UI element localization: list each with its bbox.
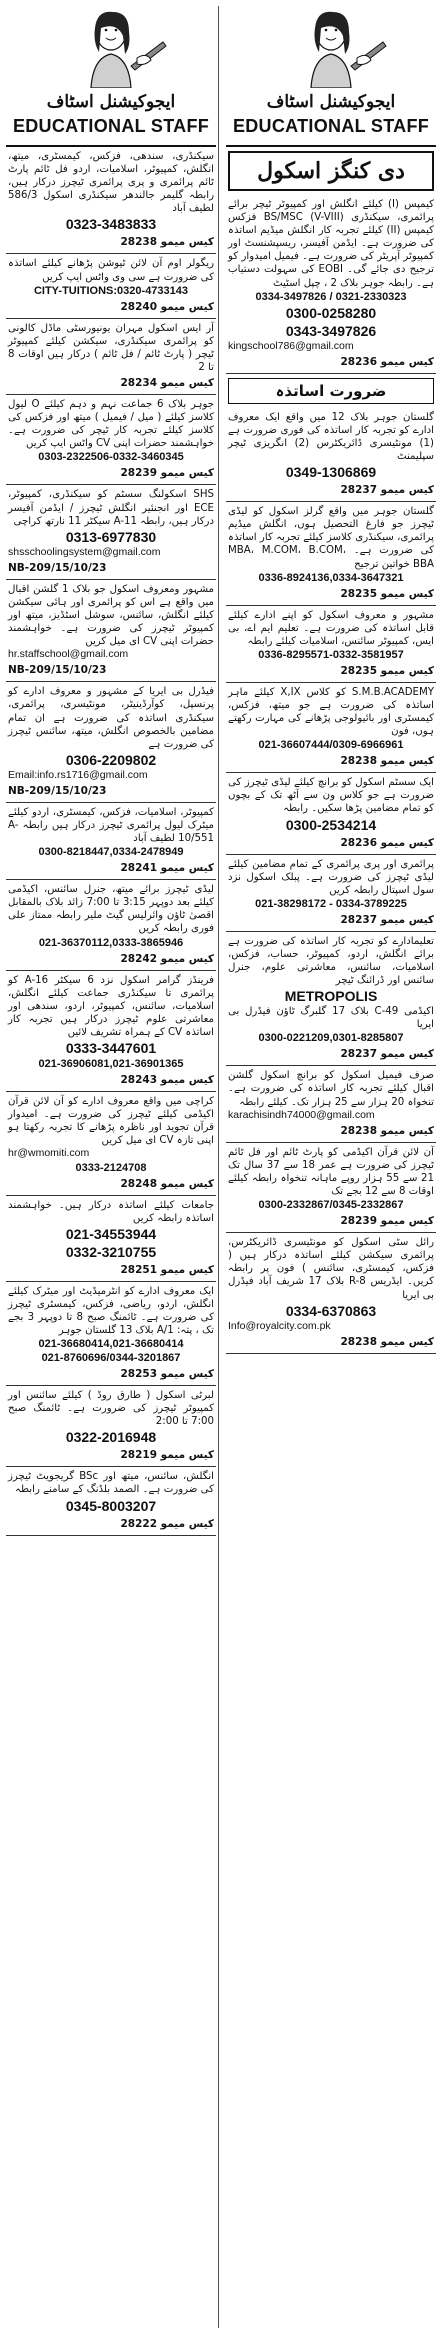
ad-text: ایک معروف ادارے کو انٹرمیڈیٹ اور میٹرک کیلئے انگلش، اردو، ریاضی، فزکس، کیمسٹری ٹیچرز کی ضرورت ہے۔ ٹائمنگ صبح 8 تا دوپہر 3 بجے تک ، پتہ: A/1 بلاک 13 گلستان جوہر (8, 1285, 214, 1336)
classified-ad (6, 485, 216, 579)
teacher-illustration (51, 2, 171, 88)
ad-text: SHS اسکولنگ سسٹم کو سیکنڈری، کمپیوٹر، ECE اور انجنئیر انگلش ٹیچرز / ایڈمن آفیسر درکار ہیں، رابطہ A-11 سیکٹر 11 نارتھ کراچی (8, 489, 214, 527)
classified-ad (226, 408, 436, 502)
classified-ad (6, 319, 216, 395)
ad-text: فیڈرل بی ایریا کے مشہور و معروف ادارے کو پرنسپل، کوآرڈینیٹر، مونٹیسری، پرائمری، سیکنڈری اساتذہ کی ضرورت ہے ان تمام مضامین بالخصوص انگلش، میتھ، سائنس ٹیچرز کی ضرورت ہے (8, 686, 214, 750)
ad-text: فرینڈز گرامر اسکول نزد 6 سیکٹر A-16 کو پرائمری تا سیکنڈری جماعت کیلئے انگلش، اسلامیات، سائنس، کمپیوٹر، اردو، سندھی اور معاشرتی علوم ٹیچرز درکار ہیں تجربہ کار اساتذہ CV کے ہمراہ تشریف لائیں (8, 974, 214, 1038)
ad-case-memo: کیس میمو 28253 (120, 1368, 214, 1381)
classified-ad (226, 606, 436, 683)
ad-phone: 0345-8003207 (65, 1497, 157, 1514)
classified-ad (6, 147, 216, 254)
left-ads-list (6, 145, 216, 2335)
ad-case-memo: NB-209/15/10/23 (8, 784, 107, 797)
ad-text: ایک سسٹم اسکول کو برانچ کیلئے لیڈی ٹیچرز کی ضرورت ہے جو کلاس ون سے آٹھ تک کے بچوں کو تمام مضامین پڑھا سکیں۔ رابطہ (228, 777, 434, 815)
ad-phone: 0333-3447601 (65, 1040, 157, 1057)
ad-case-memo: NB-209/15/10/23 (8, 664, 107, 677)
section-title-english: EDUCATIONAL STAFF (12, 116, 210, 136)
ad-case-memo: کیس میمو 28238 (340, 1124, 434, 1137)
ad-email: shsschoolingsystem@gmail.com (8, 545, 161, 558)
ad-email: Email:info.rs1716@gmail.com (8, 768, 148, 781)
ad-phone: 0300-0221209,0301-8285807 (258, 1032, 404, 1045)
ad-phone: 021-38298172 - 0334-3789225 (255, 897, 407, 910)
classified-ad (226, 195, 436, 374)
ad-text: تعلیمادارے کو تجربہ کار اساتذہ کی ضرورت ہے برائے انگلش، اردو، کمپیوٹر، حساب، فزکس، اسلامیات، سائنس، معاشرتی علوم، جنرل سائنس اور ڈرائنگ ٹیچر (228, 935, 434, 987)
ad-text: صرف فیمیل اسکول کو برانچ اسکول گلشن اقبال کیلئے تجربہ کار اساتذہ کی ضرورت ہے۔ تنخواہ 20 ہزار سے 25 ہزار تک۔ کیلئے رابطہ (228, 1070, 434, 1108)
classified-ad (6, 803, 216, 880)
ad-text: آر ایس اسکول مہران یونیورسٹی ماڈل کالونی کو پرائمری سیکنڈری، سیکشن کیلئے کمپیوٹر ٹیچر ( پارٹ ٹائم / فل ٹائم ) درکار ہیں اوقات 8 تا 2 (8, 322, 214, 373)
ad-text: جوہر بلاک 6 جماعت نہم و دہم کیلئے O لیول کلاسز کیلئے ( میل / فیمیل ) میتھ اور فزکس کی کلاسز کیلئے تجربہ کار ٹیچر کی ضرورت ہے۔ خواہشمند حضرات اپنی CV واٹس ایپ کریں (8, 399, 214, 450)
classified-ad (6, 1282, 216, 1386)
ad-phone: CITY-TUITIONS:0320-4733143 (33, 284, 189, 297)
ad-text: کمپیوٹر، اسلامیات، فزکس، کیمسٹری، اردو کیلئے میٹرک لیول پرائمری ٹیچرز درکار ہیں رابطہ A-10/551 لطیف آباد (8, 806, 214, 845)
ad-case-memo: کیس میمو 28235 (340, 587, 434, 600)
ad-phone: 021-36370112,0333-3865946 (38, 936, 184, 949)
ad-text: انگلش، سائنس، میتھ اور BSc گریجویٹ ٹیچرز کی ضرورت ہے۔ الصمد بلڈنگ کے سامنے رابطہ (8, 1471, 214, 1496)
classified-ad (226, 1066, 436, 1142)
ad-case-memo: کیس میمو 28242 (120, 952, 214, 965)
ad-phone: 0343-3497826 (285, 322, 377, 339)
ad-case-memo: کیس میمو 28235 (340, 664, 434, 677)
ad-email: kingschool786@gmail.com (228, 339, 354, 352)
column-header (6, 0, 216, 150)
school-banner: دی کنگز اسکول (228, 151, 434, 191)
ad-text: کراچی میں واقع معروف ادارے کو آن لائن قرآن اکیڈمی کیلئے ٹیچرز کی ضرورت ہے۔ امیدوار قرآن تجوید اور ناظرہ پڑھانے کا تجربہ رکھتا ہو اپنی تازہ CV ای میل کریں (8, 1096, 214, 1147)
column-header (226, 0, 436, 150)
ad-phone: 0333-2124708 (75, 1161, 147, 1174)
left-column (6, 0, 216, 2335)
ad-phone: 021-34553944 (65, 1225, 157, 1242)
ad-case-memo: کیس میمو 28238 (120, 236, 214, 249)
ad-phone: 0300-8218447,0334-2478949 (38, 846, 184, 859)
ad-text: سیکنڈری، سندھی، فزکس، کیمسٹری، میتھ، انگلش، کمپیوٹر، اسلامیات، اردو فل ٹائم پارٹ ٹائم پرائمری و پری پرائمری ٹیچرز درکار ہیں، رابطہ گلیمر جالندھر سیکنڈری اسکول 586/3 لطیف آباد (8, 151, 214, 215)
ad-case-memo: کیس میمو 28238 (340, 1335, 434, 1348)
ad-case-memo: کیس میمو 28241 (120, 862, 214, 875)
right-ads-list (226, 145, 436, 2335)
right-ads-group-1 (226, 195, 436, 374)
ad-email: karachisindh74000@gmail.com (228, 1108, 375, 1121)
ad-phone: 0313-6977830 (65, 528, 157, 545)
ad-text: مشہور و معروف اسکول کو اپنے ادارے کیلئے قابل اساتذہ کی ضرورت ہے۔ تعلیم ایم اے، بی ایس، کمپیوٹر سائنس، اسلامیات کیلئے رابطہ (228, 609, 434, 647)
ad-case-memo: NB-209/15/10/23 (8, 561, 107, 574)
ad-text: لیڈی ٹیچرز برائے میتھ، جنرل سائنس، اکیڈمی کیلئے بعد دوپہر 3:15 تا 7:00 زائد بلاک بالمقابل اقصیٰ ٹاؤن وائرلیس گیٹ ملیر رابطہ ممتاز علی فوری رابطہ کریں (8, 884, 214, 935)
ad-text: پرائمری اور پری پرائمری کے تمام مضامین کیلئے لیڈی ٹیچرز کی ضرورت ہے۔ پبلک اسکول نزد سول اسپتال رابطہ کریں (228, 858, 434, 896)
ad-text: کیمپس (I) کیلئے انگلش اور کمپیوٹر ٹیچر برائے پرائمری، سیکنڈری (V-VIII) BS/MSC فزکس کیمپس (II) کیلئے تجربہ کار انگلش میڈیم اساتذہ کی ضرورت ہے۔ ایڈمن آفیسر، ریسپشنسٹ اور کمپیوٹر آپریٹر کی ضرورت ہے۔ فیمیل امیدوار کو ترجیح دی جائے گی۔ EOBI کی سہولت دستیاب ہے۔ رابطہ جوہر بلاک 2 ، چپل اسٹیٹ (228, 199, 434, 289)
classified-ad (6, 682, 216, 803)
ad-case-memo: کیس میمو 28234 (120, 377, 214, 390)
classified-ad (6, 1196, 216, 1282)
ad-case-memo: کیس میمو 28222 (120, 1517, 214, 1530)
ad-phone: 0303-2322506-0332-3460345 (38, 451, 184, 464)
ad-text: لبرٹی اسکول ( طارق روڈ ) کیلئے سائنس اور کمپیوٹر ٹیچرز کی ضرورت ہے۔ ٹائمنگ صبح 7:00 تا 2:00 (8, 1390, 214, 1428)
ad-phone: 021-36906081,021-36901365 (38, 1058, 184, 1071)
classified-ad (226, 1143, 436, 1233)
ad-case-memo: کیس میمو 28240 (120, 300, 214, 313)
classified-ad (6, 1467, 216, 1535)
ad-text: آن لائن قرآن اکیڈمی کو پارٹ ٹائم اور فل ٹائم ٹیچرز کی ضرورت ہے عمر 18 سے 37 سال تک 21 سے 55 ہزار روپے ماہانہ تنخواہ رابطہ کیلئے اوقات 8 سے 12 بجے تک (228, 1146, 435, 1198)
ad-phone: 0322-2016948 (65, 1429, 157, 1446)
classified-ad (226, 855, 436, 932)
ad-text: رائل سٹی اسکول کو مونٹیسری ڈائریکٹرس، پرائمری سیکشن کیلئے اساتذہ درکار ہیں ( فزکس، کیمسٹری، سائنس ) فون پر رابطہ کریں۔ ایڈریس R-8 بلاک 17 شریف آباد فیڈرل بی ایریا (228, 1237, 434, 1301)
ad-phone: 0300-2534214 (285, 816, 377, 833)
ad-email: hr.staffschool@gmail.com (8, 648, 129, 661)
ad-email: hr@wmomiti.com (8, 1147, 90, 1160)
ad-phone: 021-36680414,021-36680414 (38, 1338, 184, 1351)
ad-text: S.M.B.ACADEMY کو کلاس X,IX کیلئے ماہر اساتذہ کی ضرورت ہے جو میتھ، فزکس، کیمسٹری اور بائیولوجی پڑھانے کی مہارت رکھتے ہوں، فون (228, 686, 435, 738)
ad-case-memo: کیس میمو 28237 (340, 484, 434, 497)
classified-ad (226, 932, 436, 1067)
classified-ad (6, 580, 216, 683)
ad-case-memo: کیس میمو 28236 (340, 355, 434, 368)
ad-case-memo: کیس میمو 28238 (340, 755, 434, 768)
ad-phone: METROPOLIS (284, 988, 378, 1005)
ad-phone: 0332-3210755 (65, 1243, 157, 1260)
classified-ad (6, 1092, 216, 1195)
ad-phone: 0349-1306869 (285, 464, 377, 481)
ad-case-memo: کیس میمو 28219 (120, 1449, 214, 1462)
classified-ad (226, 1233, 436, 1354)
ad-case-memo: کیس میمو 28239 (340, 1215, 434, 1228)
ad-phone: 0300-0258280 (285, 304, 377, 321)
classified-ad (6, 971, 216, 1092)
ad-text: گلستان جوہر بلاک 12 میں واقع ایک معروف ادارے کو تجربہ کار اساتذہ کی فوری ضرورت ہے (1) مونٹیسری ڈائریکٹرس (2) انگریزی ٹیچر سپلیمنٹ (228, 411, 435, 463)
ad-case-memo: کیس میمو 28248 (120, 1177, 214, 1190)
ad-text: مشہور ومعروف اسکول جو بلاک 1 گلشن اقبال میں واقع ہے اس کو پرائمری اور ہائی سیکشن کیلئے انگلش، سائنس، سوشل اسٹڈیز، میتھ اور کمپیوٹر ٹیچرز کی ضرورت ہے۔ خواہشمند حضرات اپنی CV ای میل کریں (8, 583, 214, 648)
classified-ad (226, 773, 436, 854)
right-ads-group-2 (226, 408, 436, 1354)
ad-case-memo: کیس میمو 28236 (340, 836, 434, 849)
section-title-urdu: ایجوکیشنل اسٹاف (46, 92, 176, 112)
ad-phone: 0306-2209802 (65, 751, 157, 768)
classified-ad (226, 683, 436, 773)
ad-email: Info@royalcity.com.pk (228, 1319, 331, 1332)
classified-ad (226, 502, 436, 605)
ad-address: اکیڈمی C-49 بلاک 17 گلبرگ ٹاؤن فیڈرل بی ایریا (228, 1006, 434, 1031)
section-title-english: EDUCATIONAL STAFF (232, 116, 430, 136)
ad-case-memo: کیس میمو 28239 (120, 467, 214, 480)
teacher-illustration (271, 2, 391, 88)
classified-ad (6, 395, 216, 485)
classified-ad (6, 880, 216, 970)
ad-case-memo: کیس میمو 28243 (120, 1074, 214, 1087)
ad-phone: 0336-8295571-0332-3581957 (258, 648, 404, 661)
right-column (226, 0, 436, 2335)
section-title-urdu: ایجوکیشنل اسٹاف (266, 92, 396, 112)
ad-text: جامعات کیلئے اساتذہ درکار ہیں۔ خواہشمند اساتذہ رابطہ کریں (8, 1199, 214, 1224)
ad-case-memo: کیس میمو 28237 (340, 913, 434, 926)
classified-ad (6, 254, 216, 318)
ad-phone: 0323-3483833 (65, 216, 157, 233)
ad-text: گلستان جوہر میں واقع گرلز اسکول کو لیڈی ٹیچرز جو فارغ التحصیل ہوں، انگلش میڈیم پرائمری، سیکنڈری کلاسز کیلئے تجربہ کار اساتذہ کی ضرورت ہے۔ MBA، M.COM، B.COM، BBA خواتین ترجیح (228, 506, 434, 570)
ad-phone: 0334-3497826 / 0321-2330323 (255, 290, 407, 303)
column-divider (218, 6, 219, 2328)
ad-phone: 021-8760696/0344-3201867 (41, 1352, 181, 1365)
ad-case-memo: کیس میمو 28237 (340, 1048, 434, 1061)
ad-phone: 0334-6370863 (285, 1302, 377, 1319)
classified-ad (6, 1386, 216, 1467)
ad-phone: 0300-2332867/0345-2332867 (258, 1199, 404, 1212)
subheading: ضرورت اساتذہ (228, 378, 434, 404)
ad-phone: 021-36607444/0309-6966961 (258, 739, 404, 752)
ad-case-memo: کیس میمو 28251 (120, 1263, 214, 1276)
ad-phone: 0336-8924136,0334-3647321 (258, 571, 404, 584)
ad-text: ریگولر اوم آن لائن ٹیوشن پڑھانے کیلئے اساتذہ کی ضرورت ہے سی وی واٹس ایپ کریں (8, 258, 214, 283)
